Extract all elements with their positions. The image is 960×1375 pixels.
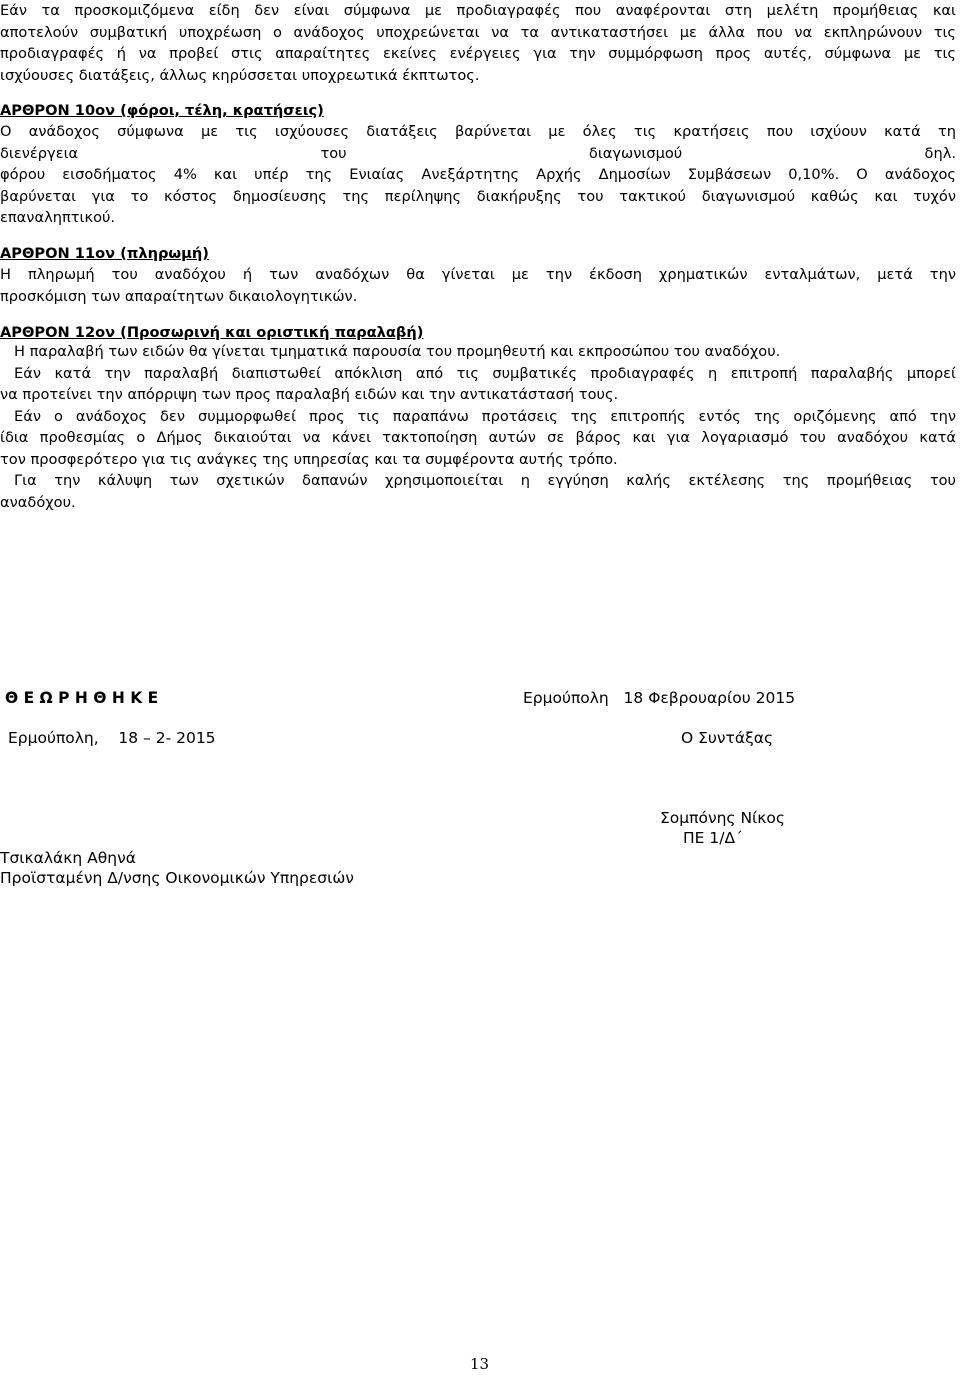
intro-paragraph	[0, 0, 956, 86]
article-10-line: επαναληπτικού.	[0, 209, 116, 226]
article-10-body	[0, 121, 956, 229]
article-10-line: διενέργεια του διαγωνισμού δηλ.	[0, 144, 956, 162]
article-11-line: προσκόμιση των απαραίτητων δικαιολογητικών.	[0, 287, 358, 305]
composer-title: Ο Συντάξας	[681, 729, 774, 747]
intro-line: ισχύουσες διατάξεις, άλλως κηρύσσεται υποχρεωτικά έκπτωτος.	[0, 66, 480, 84]
article-12-body	[0, 341, 956, 513]
article-12-line: Εάν ο ανάδοχος δεν συμμορφωθεί προς τις παραπάνω προτάσεις της επιτροπής εντός της οριζόμενης από την	[14, 407, 956, 425]
composer-rank: ΠΕ 1/Δ΄	[683, 829, 743, 847]
supervisor-title: Προϊσταμένη Δ/νσης Οικονομικών Υπηρεσιών	[0, 869, 354, 887]
article-11-body	[0, 264, 956, 307]
intro-line: Εάν τα προσκομιζόμενα είδη δεν είναι σύμφωνα με προδιαγραφές που αναφέρονται στη μελέτη προμήθειας και	[0, 2, 956, 19]
article-10-line: βαρύνεται για το κόστος δημοσίευσης της περίληψης διακήρυξης του τακτικού διαγωνισμού καθώς και τυχόν	[0, 187, 956, 205]
article-10-heading: ΑΡΘΡΟΝ 10ον (φόροι, τέλη, κρατήσεις)	[0, 102, 324, 119]
intro-line: αποτελούν συμβατική υποχρέωση ο ανάδοχος υποχρεώνεται να τα αντικαταστήσει με άλλα που να εκπληρώνουν τις	[0, 23, 956, 41]
article-12-line: Η παραλαβή των ειδών θα γίνεται τμηματικά παρουσία του προμηθευτή και εκπροσώπου του αναδόχου.	[14, 343, 781, 360]
article-12-heading: ΑΡΘΡΟΝ 12ον (Προσωρινή και οριστική παραλαβή)	[0, 324, 424, 341]
article-12-line: να προτείνει την απόρριψη των προς παραλαβή ειδών και την αντικατάστασή τους.	[0, 386, 619, 403]
article-12-line: ίδια προθεσμίας ο Δήμος δικαιούται να κάνει τακτοποίηση αυτών σε βάρος και για λογαριασμό του αναδόχου κατά	[0, 429, 956, 446]
article-10-line: Ο ανάδοχος σύμφωνα με τις ισχύουσες διατάξεις βαρύνεται με όλες τις κρατήσεις που ισχύουν κατά τη	[0, 123, 956, 140]
composer-name: Σομπόνης Νίκος	[660, 809, 786, 827]
place-date-left: Ερμούπολη, 18 – 2- 2015	[8, 729, 216, 747]
article-12-line: Εάν κατά την παραλαβή διαπιστωθεί απόκλιση από τις συμβατικές προδιαγραφές η επιτροπή παραλαβής μπορεί	[14, 364, 956, 382]
article-12-line: αναδόχου.	[0, 493, 76, 511]
page-number: 13	[470, 1355, 490, 1373]
intro-line: προδιαγραφές ή να προβεί στις απαραίτητες εκείνες ενέργειες για την συμμόρφωση προς αυτές, σύμφωνα με τις	[0, 45, 956, 62]
place-date-right: Ερμούπολη 18 Φεβρουαρίου 2015	[523, 689, 796, 707]
reviewed-label: Θ Ε Ω Ρ Η Θ Η Κ Ε	[5, 689, 159, 707]
article-10-line: φόρου εισοδήματος 4% και υπέρ της Ενιαίας Ανεξάρτητης Αρχής Δημοσίων Συμβάσεων 0,10%. Ο ανάδοχος	[0, 166, 956, 183]
article-11-heading: ΑΡΘΡΟΝ 11ον (πληρωμή)	[0, 245, 209, 262]
article-11-line: Η πληρωμή του αναδόχου ή των αναδόχων θα γίνεται με την έκδοση χρηματικών ενταλμάτων, μετά την	[0, 266, 956, 283]
article-12-line: Για την κάλυψη των σχετικών δαπανών χρησιμοποιείται η εγγύηση καλής εκτέλεσης της προμήθειας του	[14, 472, 956, 489]
article-12-line: τον προσφερότερο για τις ανάγκες της υπηρεσίας και τα συμφέροντα αυτής τρόπο.	[0, 450, 618, 468]
supervisor-name: Τσικαλάκη Αθηνά	[0, 849, 136, 867]
